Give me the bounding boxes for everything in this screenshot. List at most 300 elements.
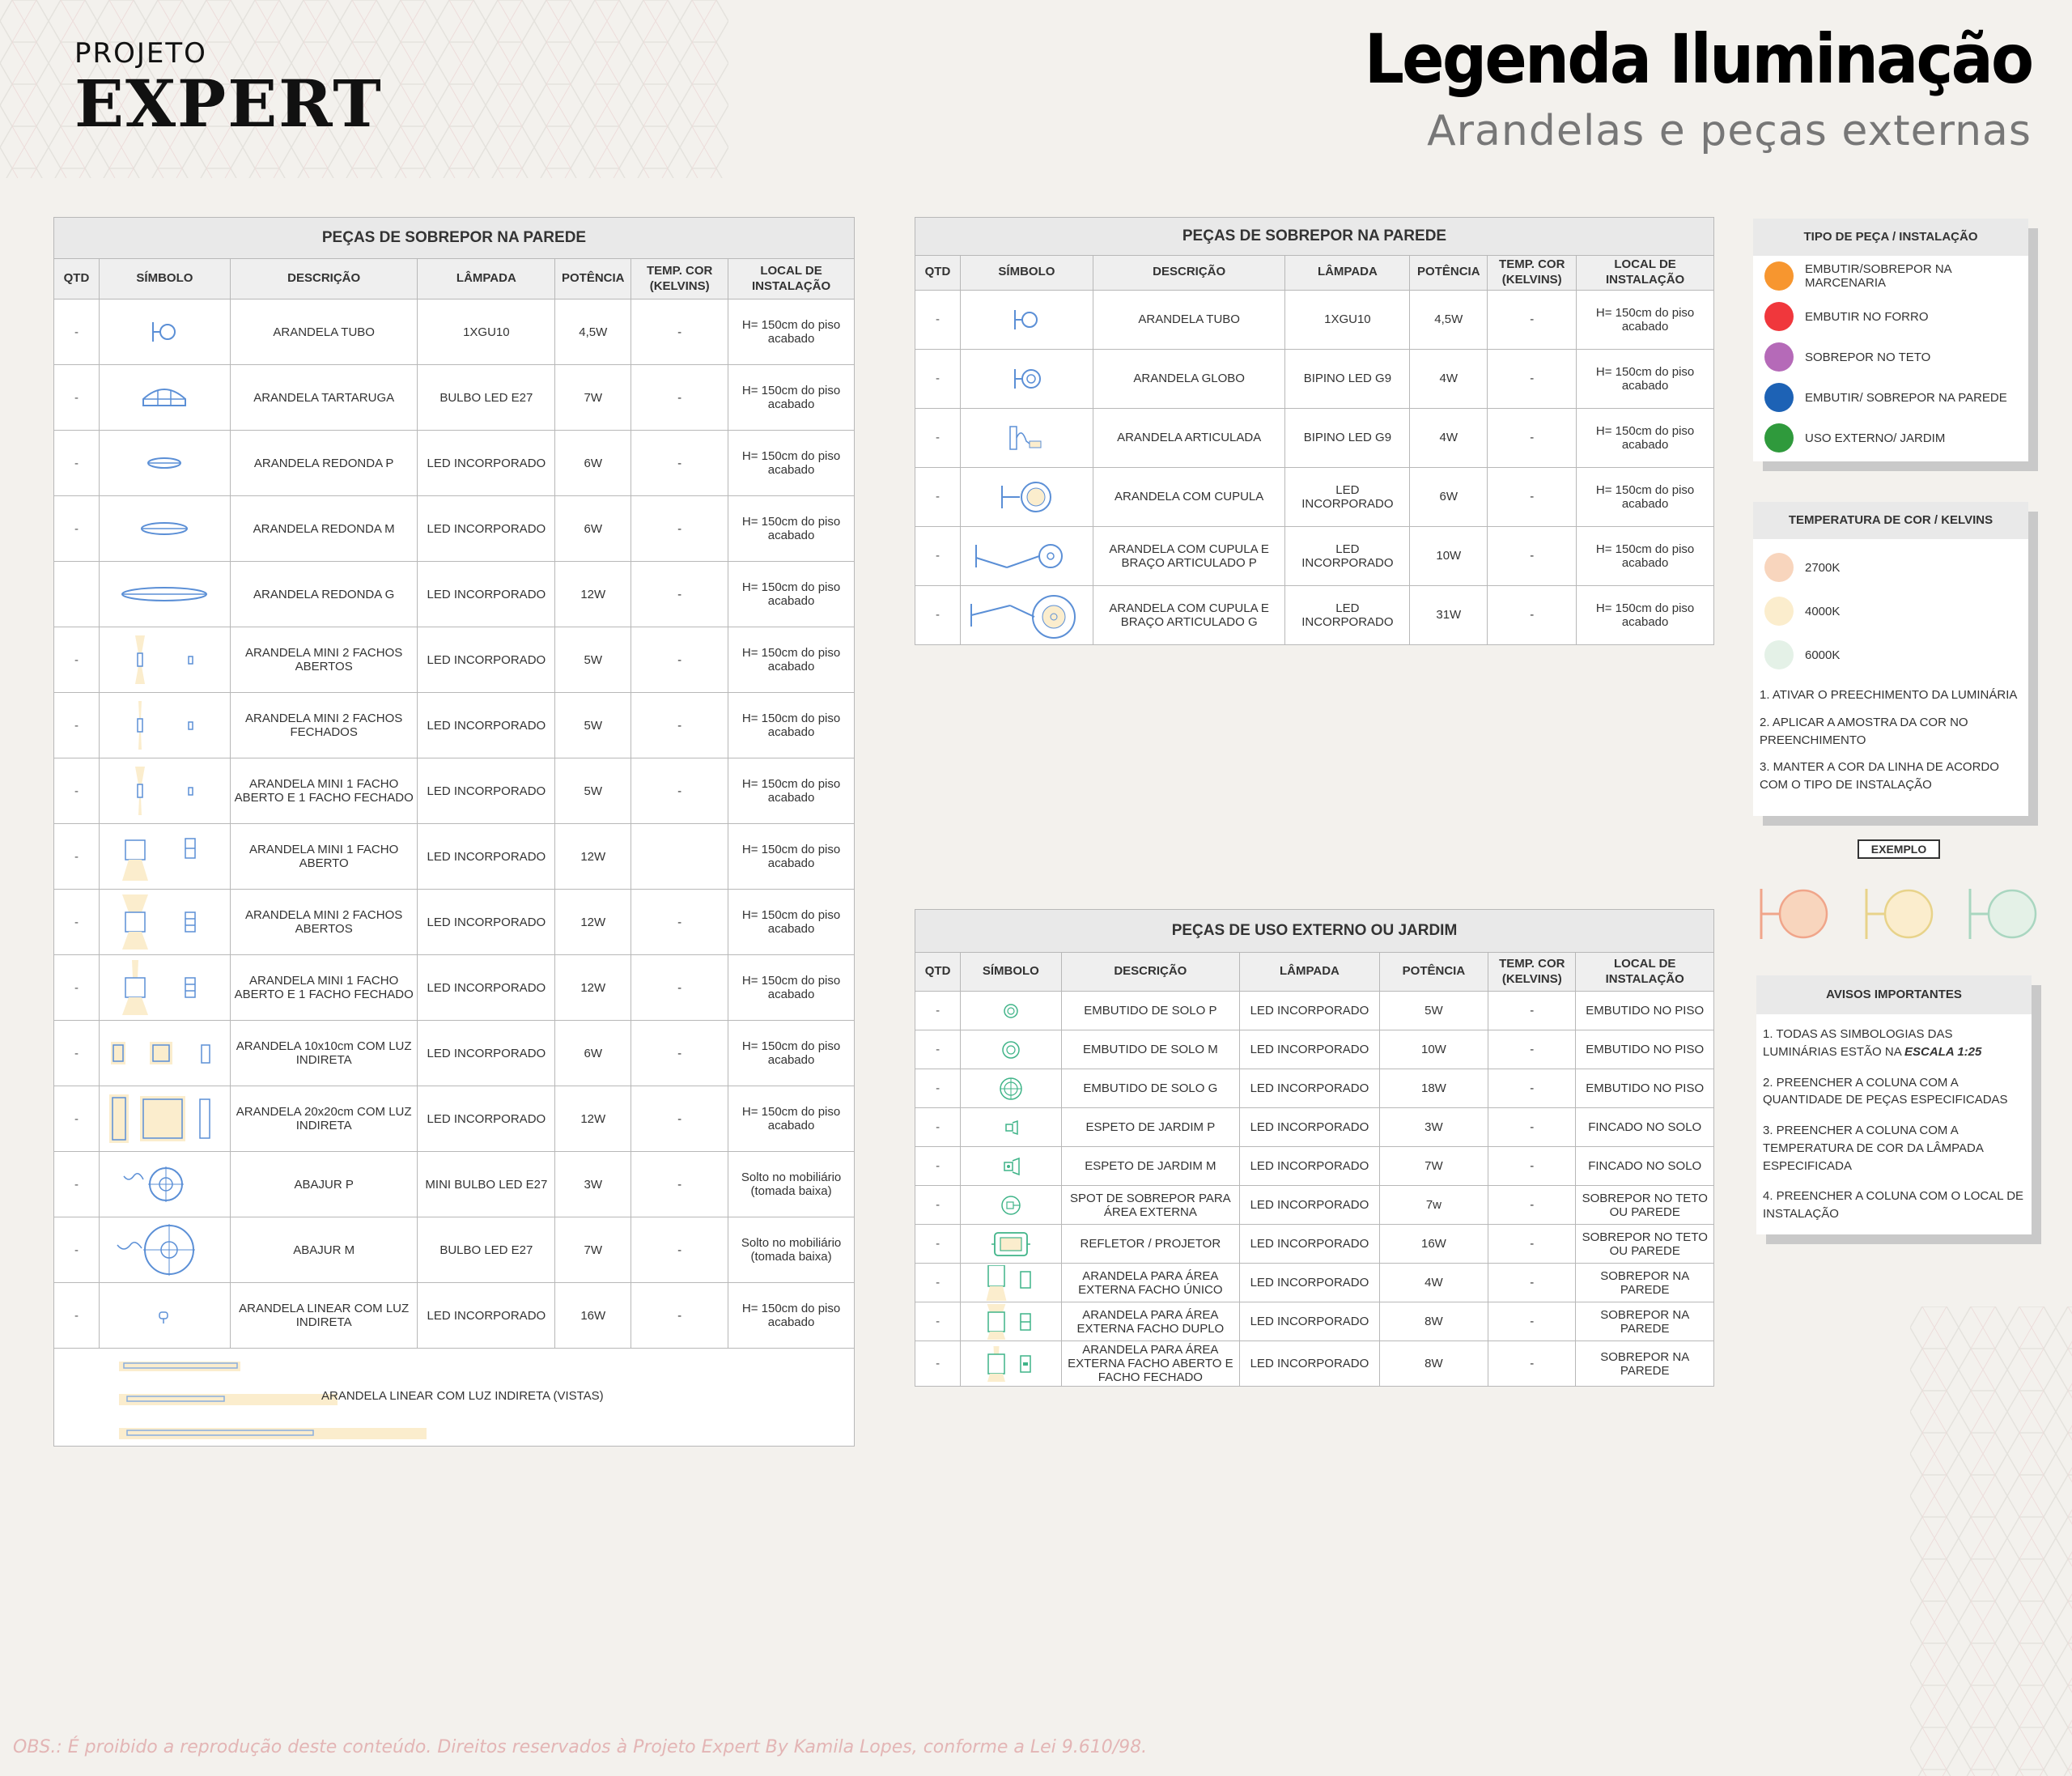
note-item: 3. PREENCHER A COLUNA COM A TEMPERATURA DE COR DA LÂMPADA ESPECIFICADA — [1763, 1124, 1983, 1173]
arandela-externa-aberto-fechado-icon — [966, 1346, 1055, 1382]
symbol-cell — [99, 300, 230, 365]
qtd-cell[interactable]: - — [915, 526, 961, 585]
lamp-cell: LED INCORPORADO — [418, 693, 555, 758]
location-cell: H= 150cm do piso acabado — [728, 496, 855, 562]
table-row — [915, 1225, 1714, 1264]
location-cell: Solto no mobiliário (tomada baixa) — [728, 1152, 855, 1217]
power-cell: 8W — [1379, 1341, 1488, 1387]
exemplo-label: EXEMPLO — [1858, 839, 1940, 859]
temp-cell[interactable]: - — [631, 955, 728, 1021]
qtd-cell[interactable]: - — [915, 1341, 961, 1387]
power-cell: 12W — [555, 562, 631, 627]
qtd-cell[interactable] — [54, 562, 100, 627]
qtd-cell[interactable]: - — [915, 1264, 961, 1302]
temp-cell[interactable]: - — [631, 1021, 728, 1086]
exemplo-icons — [1756, 882, 2048, 947]
table-row — [915, 1341, 1714, 1387]
table-row — [54, 1021, 855, 1086]
symbol-cell — [99, 1152, 230, 1217]
location-cell: H= 150cm do piso acabado — [728, 758, 855, 824]
lamp-cell: BIPINO LED G9 — [1285, 408, 1410, 467]
location-cell: EMBUTIDO NO PISO — [1576, 1069, 1714, 1108]
lamp-cell: BIPINO LED G9 — [1285, 349, 1410, 408]
header-lampada: LÂMPADA — [418, 259, 555, 300]
description-cell: ARANDELA PARA ÁREA EXTERNA FACHO ÚNICO — [1061, 1264, 1240, 1302]
location-cell: H= 150cm do piso acabado — [728, 1086, 855, 1152]
temp-cell[interactable]: - — [631, 496, 728, 562]
arandela-tubo-icon — [104, 304, 225, 360]
power-cell: 7W — [1379, 1147, 1488, 1186]
embutido-solo-m-icon — [966, 1032, 1055, 1068]
arandela-articulada-icon — [966, 411, 1087, 465]
arandela-redonda-g-icon — [104, 566, 225, 622]
table-row — [915, 1108, 1714, 1147]
qtd-cell[interactable]: - — [54, 758, 100, 824]
qtd-cell[interactable]: - — [915, 1186, 961, 1225]
description-cell: ARANDELA COM CUPULA E BRAÇO ARTICULADO G — [1093, 585, 1285, 644]
aviso-scale: ESCALA 1:25 — [1904, 1044, 1982, 1059]
espeto-jardim-p-icon — [966, 1110, 1055, 1145]
temp-cell[interactable]: - — [1488, 1302, 1576, 1341]
lamp-cell: LED INCORPORADO — [1240, 1264, 1380, 1302]
lamp-cell: BULBO LED E27 — [418, 365, 555, 431]
symbol-cell — [99, 758, 230, 824]
symbol-cell — [960, 526, 1093, 585]
brand-logo — [74, 37, 383, 142]
arandela-mini-2-fachos-abertos-icon — [104, 631, 225, 688]
symbol-cell — [961, 992, 1061, 1030]
abajur-p-icon — [104, 1156, 225, 1213]
location-cell: EMBUTIDO NO PISO — [1576, 1030, 1714, 1069]
note-item: 2. PREENCHER A COLUNA COM A QUANTIDADE DE PEÇAS ESPECIFICADAS — [1763, 1075, 2008, 1107]
arandela-linear-icon — [104, 1287, 225, 1344]
table-row — [915, 349, 1714, 408]
legend-item — [1753, 337, 2028, 377]
arandela-redonda-p-icon — [104, 435, 225, 491]
lamp-cell: 1XGU10 — [418, 300, 555, 365]
lamp-cell: LED INCORPORADO — [1240, 1186, 1380, 1225]
temp-cell[interactable]: - — [631, 300, 728, 365]
color-swatch-icon — [1764, 597, 1794, 626]
arandela-globo-icon — [966, 352, 1087, 406]
temp-cell[interactable]: - — [1488, 1069, 1576, 1108]
background-pattern-bottom — [1910, 1307, 2072, 1776]
qtd-cell[interactable]: - — [54, 1152, 100, 1217]
location-cell: H= 150cm do piso acabado — [728, 300, 855, 365]
color-swatch-icon — [1764, 302, 1794, 331]
lamp-cell: MINI BULBO LED E27 — [418, 1152, 555, 1217]
qtd-cell[interactable]: - — [915, 1302, 961, 1341]
symbol-cell — [961, 1302, 1061, 1341]
table-row — [54, 1283, 855, 1349]
location-cell: H= 150cm do piso acabado — [1577, 408, 1714, 467]
description-cell: ARANDELA 20x20cm COM LUZ INDIRETA — [230, 1086, 418, 1152]
table-pecas-uso-externo — [915, 909, 1714, 1387]
symbol-cell — [99, 627, 230, 693]
lamp-cell: LED INCORPORADO — [1285, 585, 1410, 644]
exemplo-2700k-icon — [1761, 889, 1827, 939]
lamp-cell: LED INCORPORADO — [418, 627, 555, 693]
legend-item — [1753, 418, 2028, 458]
temp-cell[interactable]: - — [631, 627, 728, 693]
exemplo-4000k-icon — [1866, 889, 1932, 939]
exemplo-6000k-icon — [1970, 889, 2036, 939]
legend-label: SOBREPOR NO TETO — [1805, 350, 1931, 364]
qtd-cell[interactable]: - — [915, 1030, 961, 1069]
temp-cell[interactable]: - — [631, 693, 728, 758]
header-temp: TEMP. COR (KELVINS) — [1488, 256, 1577, 291]
qtd-cell[interactable]: - — [54, 1086, 100, 1152]
arandela-mini-1-facho-aberto-icon — [104, 828, 225, 885]
legend-label: EMBUTIR/SOBREPOR NA MARCENARIA — [1805, 262, 1951, 290]
qtd-cell[interactable]: - — [54, 693, 100, 758]
page-title-block — [1306, 19, 2032, 155]
location-cell: H= 150cm do piso acabado — [728, 562, 855, 627]
symbol-cell — [99, 1021, 230, 1086]
power-cell: 6W — [555, 1021, 631, 1086]
description-cell: ARANDELA MINI 1 FACHO ABERTO — [230, 824, 418, 890]
legend-label: EMBUTIR NO FORRO — [1805, 309, 1929, 324]
header-descricao: DESCRIÇÃO — [230, 259, 418, 300]
lamp-cell: LED INCORPORADO — [1240, 1030, 1380, 1069]
symbol-cell — [961, 1108, 1061, 1147]
table-row — [915, 526, 1714, 585]
qtd-cell[interactable]: - — [915, 408, 961, 467]
lamp-cell: LED INCORPORADO — [418, 955, 555, 1021]
location-cell: SOBREPOR NO TETO OU PAREDE — [1576, 1225, 1714, 1264]
lamp-cell: LED INCORPORADO — [418, 1021, 555, 1086]
arandela-mini-2-fachos-abertos-large-icon — [104, 894, 225, 950]
arandela-com-cupula-icon — [966, 470, 1087, 524]
description-cell: ARANDELA PARA ÁREA EXTERNA FACHO DUPLO — [1061, 1302, 1240, 1341]
table-row — [915, 290, 1714, 349]
symbol-cell — [99, 1086, 230, 1152]
page-subtitle: Arandelas e peças externas — [1427, 107, 2032, 155]
brand-big-text: EXPERT — [74, 66, 383, 142]
lamp-cell: LED INCORPORADO — [1240, 1341, 1380, 1387]
qtd-cell[interactable]: - — [54, 300, 100, 365]
temp-cell[interactable]: - — [1488, 1108, 1576, 1147]
qtd-cell[interactable]: - — [54, 890, 100, 955]
table-row — [915, 1264, 1714, 1302]
power-cell: 12W — [555, 1086, 631, 1152]
description-cell: ABAJUR M — [230, 1217, 418, 1283]
legend-item — [1753, 589, 2028, 633]
arandela-externa-facho-unico-icon — [966, 1265, 1055, 1301]
temp-cell[interactable]: - — [1488, 1030, 1576, 1069]
arandela-tartaruga-icon — [104, 369, 225, 426]
description-cell: ARANDELA MINI 2 FACHOS FECHADOS — [230, 693, 418, 758]
location-cell: FINCADO NO SOLO — [1576, 1108, 1714, 1147]
legend-item — [1753, 546, 2028, 589]
qtd-cell[interactable]: - — [915, 1108, 961, 1147]
temp-cell[interactable]: - — [1488, 1225, 1576, 1264]
temp-cell[interactable]: - — [1488, 408, 1577, 467]
refletor-projetor-icon — [966, 1226, 1055, 1262]
header-lampada: LÂMPADA — [1285, 256, 1410, 291]
description-cell: ARANDELA REDONDA G — [230, 562, 418, 627]
header-qtd: QTD — [915, 953, 961, 992]
qtd-cell[interactable]: - — [915, 1069, 961, 1108]
location-cell: H= 150cm do piso acabado — [728, 365, 855, 431]
symbol-cell — [99, 955, 230, 1021]
description-cell: ARANDELA TUBO — [230, 300, 418, 365]
table-row — [915, 1030, 1714, 1069]
description-cell: ARANDELA COM CUPULA E BRAÇO ARTICULADO P — [1093, 526, 1285, 585]
qtd-cell[interactable]: - — [54, 955, 100, 1021]
symbol-cell — [961, 1186, 1061, 1225]
symbol-cell — [960, 349, 1093, 408]
power-cell: 3W — [1379, 1108, 1488, 1147]
lamp-cell: BULBO LED E27 — [418, 1217, 555, 1283]
location-cell: FINCADO NO SOLO — [1576, 1147, 1714, 1186]
header-simbolo: SÍMBOLO — [960, 256, 1093, 291]
table-row — [54, 693, 855, 758]
lamp-cell: 1XGU10 — [1285, 290, 1410, 349]
table-row — [54, 562, 855, 627]
arandela-mini-1-facho-aberto-fechado-large-icon — [104, 959, 225, 1016]
color-swatch-icon — [1764, 342, 1794, 372]
power-cell: 5W — [555, 693, 631, 758]
qtd-cell[interactable]: - — [54, 1021, 100, 1086]
embutido-solo-g-icon — [966, 1071, 1055, 1107]
arandela-10x10-icon — [104, 1025, 225, 1081]
abajur-m-icon — [104, 1222, 225, 1278]
power-cell: 16W — [555, 1283, 631, 1349]
arandela-mini-1-facho-aberto-fechado-icon — [104, 763, 225, 819]
header-descricao: DESCRIÇÃO — [1061, 953, 1240, 992]
qtd-cell[interactable]: - — [915, 1225, 961, 1264]
power-cell: 7W — [555, 365, 631, 431]
header-qtd: QTD — [915, 256, 961, 291]
temp-cell[interactable]: - — [631, 890, 728, 955]
table-title: PEÇAS DE SOBREPOR NA PAREDE — [915, 218, 1714, 256]
lamp-cell: LED INCORPORADO — [1240, 1069, 1380, 1108]
description-cell: ESPETO DE JARDIM P — [1061, 1108, 1240, 1147]
qtd-cell[interactable]: - — [54, 824, 100, 890]
location-cell: H= 150cm do piso acabado — [1577, 526, 1714, 585]
location-cell: H= 150cm do piso acabado — [728, 955, 855, 1021]
header-potencia: POTÊNCIA — [1379, 953, 1488, 992]
location-cell: H= 150cm do piso acabado — [1577, 349, 1714, 408]
color-swatch-icon — [1764, 383, 1794, 412]
temp-cell[interactable]: - — [1488, 1264, 1576, 1302]
legend-item — [1753, 256, 2028, 296]
location-cell: H= 150cm do piso acabado — [1577, 585, 1714, 644]
qtd-cell[interactable]: - — [54, 1283, 100, 1349]
location-cell: H= 150cm do piso acabado — [728, 1283, 855, 1349]
lamp-cell: LED INCORPORADO — [1240, 1147, 1380, 1186]
table-row — [915, 1186, 1714, 1225]
qtd-cell[interactable]: - — [915, 349, 961, 408]
power-cell: 7W — [555, 1217, 631, 1283]
temp-cell[interactable]: - — [1488, 1147, 1576, 1186]
symbol-cell — [99, 562, 230, 627]
temp-cell[interactable]: - — [631, 1152, 728, 1217]
lamp-cell: LED INCORPORADO — [418, 758, 555, 824]
location-cell: H= 150cm do piso acabado — [1577, 290, 1714, 349]
power-cell: 5W — [555, 627, 631, 693]
note-item: 4. PREENCHER A COLUNA COM O LOCAL DE INSTALAÇÃO — [1763, 1189, 2024, 1221]
header-qtd: QTD — [54, 259, 100, 300]
legend-item — [1753, 296, 2028, 337]
location-cell: H= 150cm do piso acabado — [728, 1021, 855, 1086]
color-swatch-icon — [1764, 261, 1794, 291]
power-cell: 10W — [1379, 1030, 1488, 1069]
description-cell: ARANDELA TUBO — [1093, 290, 1285, 349]
page-title: Legenda Iluminação — [1364, 19, 2032, 99]
temp-cell[interactable]: - — [631, 365, 728, 431]
location-cell: SOBREPOR NA PAREDE — [1576, 1302, 1714, 1341]
arandela-tubo-icon — [966, 293, 1087, 346]
legend-item — [1753, 377, 2028, 418]
location-cell: H= 150cm do piso acabado — [728, 824, 855, 890]
description-cell: ARANDELA PARA ÁREA EXTERNA FACHO ABERTO E FACHO FECHADO — [1061, 1341, 1240, 1387]
table-row — [915, 467, 1714, 526]
symbol-cell — [961, 1147, 1061, 1186]
lamp-cell: LED INCORPORADO — [418, 1283, 555, 1349]
symbol-cell — [961, 1341, 1061, 1387]
header-simbolo: SÍMBOLO — [961, 953, 1061, 992]
aviso-item-1-text: 1. TODAS AS SIMBOLOGIAS DAS LUMINÁRIAS ESTÃO NA — [1763, 1027, 1953, 1059]
symbol-cell — [961, 1069, 1061, 1108]
temp-cell[interactable]: - — [631, 562, 728, 627]
power-cell: 5W — [555, 758, 631, 824]
power-cell: 6W — [555, 496, 631, 562]
note-item: 2. APLICAR A AMOSTRA DA COR NO PREENCHIMENTO — [1760, 715, 1968, 747]
temp-cell[interactable]: - — [1488, 526, 1577, 585]
color-swatch-icon — [1764, 640, 1794, 669]
description-cell: ARANDELA MINI 2 FACHOS ABERTOS — [230, 890, 418, 955]
power-cell: 6W — [1410, 467, 1488, 526]
power-cell: 6W — [555, 431, 631, 496]
temp-cell[interactable]: - — [1488, 467, 1577, 526]
description-cell: ARANDELA 10x10cm COM LUZ INDIRETA — [230, 1021, 418, 1086]
power-cell: 31W — [1410, 585, 1488, 644]
temp-cell[interactable]: - — [631, 758, 728, 824]
location-cell: H= 150cm do piso acabado — [728, 431, 855, 496]
temp-cell[interactable] — [631, 824, 728, 890]
power-cell: 12W — [555, 824, 631, 890]
lamp-cell: LED INCORPORADO — [418, 1086, 555, 1152]
temp-cell[interactable]: - — [631, 1086, 728, 1152]
temp-cell[interactable]: - — [1488, 585, 1577, 644]
location-cell: SOBREPOR NA PAREDE — [1576, 1264, 1714, 1302]
symbol-cell — [960, 408, 1093, 467]
footer-copyright: OBS.: É proibido a reprodução deste conteúdo. Direitos reservados à Projeto Expert By Kamila Lopes, conforme a Lei 9.610/98. — [13, 1737, 1148, 1757]
header-lampada: LÂMPADA — [1240, 953, 1380, 992]
temp-cell[interactable]: - — [631, 431, 728, 496]
table-pecas-sobrepor-parede-right — [915, 217, 1714, 645]
table-row — [54, 431, 855, 496]
avisos-title: AVISOS IMPORTANTES — [1756, 975, 2032, 1014]
header-local: LOCAL DE INSTALAÇÃO — [1577, 256, 1714, 291]
header-descricao: DESCRIÇÃO — [1093, 256, 1285, 291]
temp-cell[interactable]: - — [1488, 1186, 1576, 1225]
symbol-cell — [99, 431, 230, 496]
description-cell: ARANDELA ARTICULADA — [1093, 408, 1285, 467]
qtd-cell[interactable]: - — [54, 1217, 100, 1283]
qtd-cell[interactable]: - — [54, 627, 100, 693]
temp-cell[interactable]: - — [631, 1283, 728, 1349]
lamp-cell: LED INCORPORADO — [1240, 992, 1380, 1030]
header-local: LOCAL DE INSTALAÇÃO — [728, 259, 855, 300]
qtd-cell[interactable]: - — [915, 290, 961, 349]
symbol-cell — [960, 290, 1093, 349]
description-cell: ABAJUR P — [230, 1152, 418, 1217]
power-cell: 10W — [1410, 526, 1488, 585]
description-cell: ESPETO DE JARDIM M — [1061, 1147, 1240, 1186]
header-simbolo: SÍMBOLO — [99, 259, 230, 300]
table-row — [54, 824, 855, 890]
table-row — [915, 1069, 1714, 1108]
temp-cell[interactable]: - — [1488, 290, 1577, 349]
qtd-cell[interactable]: - — [915, 992, 961, 1030]
table-row — [54, 1086, 855, 1152]
qtd-cell[interactable]: - — [54, 496, 100, 562]
symbol-cell — [99, 693, 230, 758]
location-cell: SOBREPOR NA PAREDE — [1576, 1341, 1714, 1387]
legend-label: 6000K — [1805, 648, 1841, 662]
temperatura-panel — [1753, 502, 2028, 816]
temp-cell[interactable]: - — [1488, 992, 1576, 1030]
qtd-cell[interactable]: - — [915, 585, 961, 644]
power-cell: 7w — [1379, 1186, 1488, 1225]
description-cell: ARANDELA MINI 1 FACHO ABERTO E 1 FACHO FECHADO — [230, 758, 418, 824]
location-cell: Solto no mobiliário (tomada baixa) — [728, 1217, 855, 1283]
qtd-cell[interactable]: - — [54, 431, 100, 496]
table-row — [915, 1147, 1714, 1186]
embutido-solo-p-icon — [966, 993, 1055, 1029]
color-swatch-icon — [1764, 553, 1794, 582]
qtd-cell[interactable]: - — [915, 467, 961, 526]
symbol-cell — [99, 890, 230, 955]
tipo-peca-title: TIPO DE PEÇA / INSTALAÇÃO — [1753, 219, 2028, 256]
lamp-cell: LED INCORPORADO — [418, 824, 555, 890]
description-cell: EMBUTIDO DE SOLO M — [1061, 1030, 1240, 1069]
legend-label: 2700K — [1805, 560, 1841, 575]
legend-item — [1753, 633, 2028, 677]
lamp-cell: LED INCORPORADO — [1240, 1302, 1380, 1341]
description-cell: ARANDELA REDONDA P — [230, 431, 418, 496]
power-cell: 4W — [1379, 1264, 1488, 1302]
temp-cell[interactable]: - — [631, 1217, 728, 1283]
symbol-cell — [960, 467, 1093, 526]
header-potencia: POTÊNCIA — [1410, 256, 1488, 291]
qtd-cell[interactable]: - — [915, 1147, 961, 1186]
table-row — [54, 300, 855, 365]
table-row — [54, 758, 855, 824]
symbol-cell — [99, 824, 230, 890]
legend-label: EMBUTIR/ SOBREPOR NA PAREDE — [1805, 390, 2007, 405]
lamp-cell: LED INCORPORADO — [1285, 467, 1410, 526]
power-cell: 4,5W — [1410, 290, 1488, 349]
arandela-cupula-braco-p-icon — [966, 529, 1087, 583]
temp-cell[interactable]: - — [1488, 349, 1577, 408]
arandela-20x20-icon — [104, 1090, 225, 1147]
legend-label: 4000K — [1805, 604, 1841, 618]
table-row — [915, 585, 1714, 644]
power-cell: 4W — [1410, 349, 1488, 408]
header-potencia: POTÊNCIA — [555, 259, 631, 300]
table-title: PEÇAS DE USO EXTERNO OU JARDIM — [915, 910, 1714, 953]
location-cell: H= 150cm do piso acabado — [728, 627, 855, 693]
temp-cell[interactable]: - — [1488, 1341, 1576, 1387]
symbol-cell — [99, 1217, 230, 1283]
qtd-cell[interactable]: - — [54, 365, 100, 431]
symbol-cell — [99, 1283, 230, 1349]
description-cell: ARANDELA MINI 1 FACHO ABERTO E 1 FACHO FECHADO — [230, 955, 418, 1021]
